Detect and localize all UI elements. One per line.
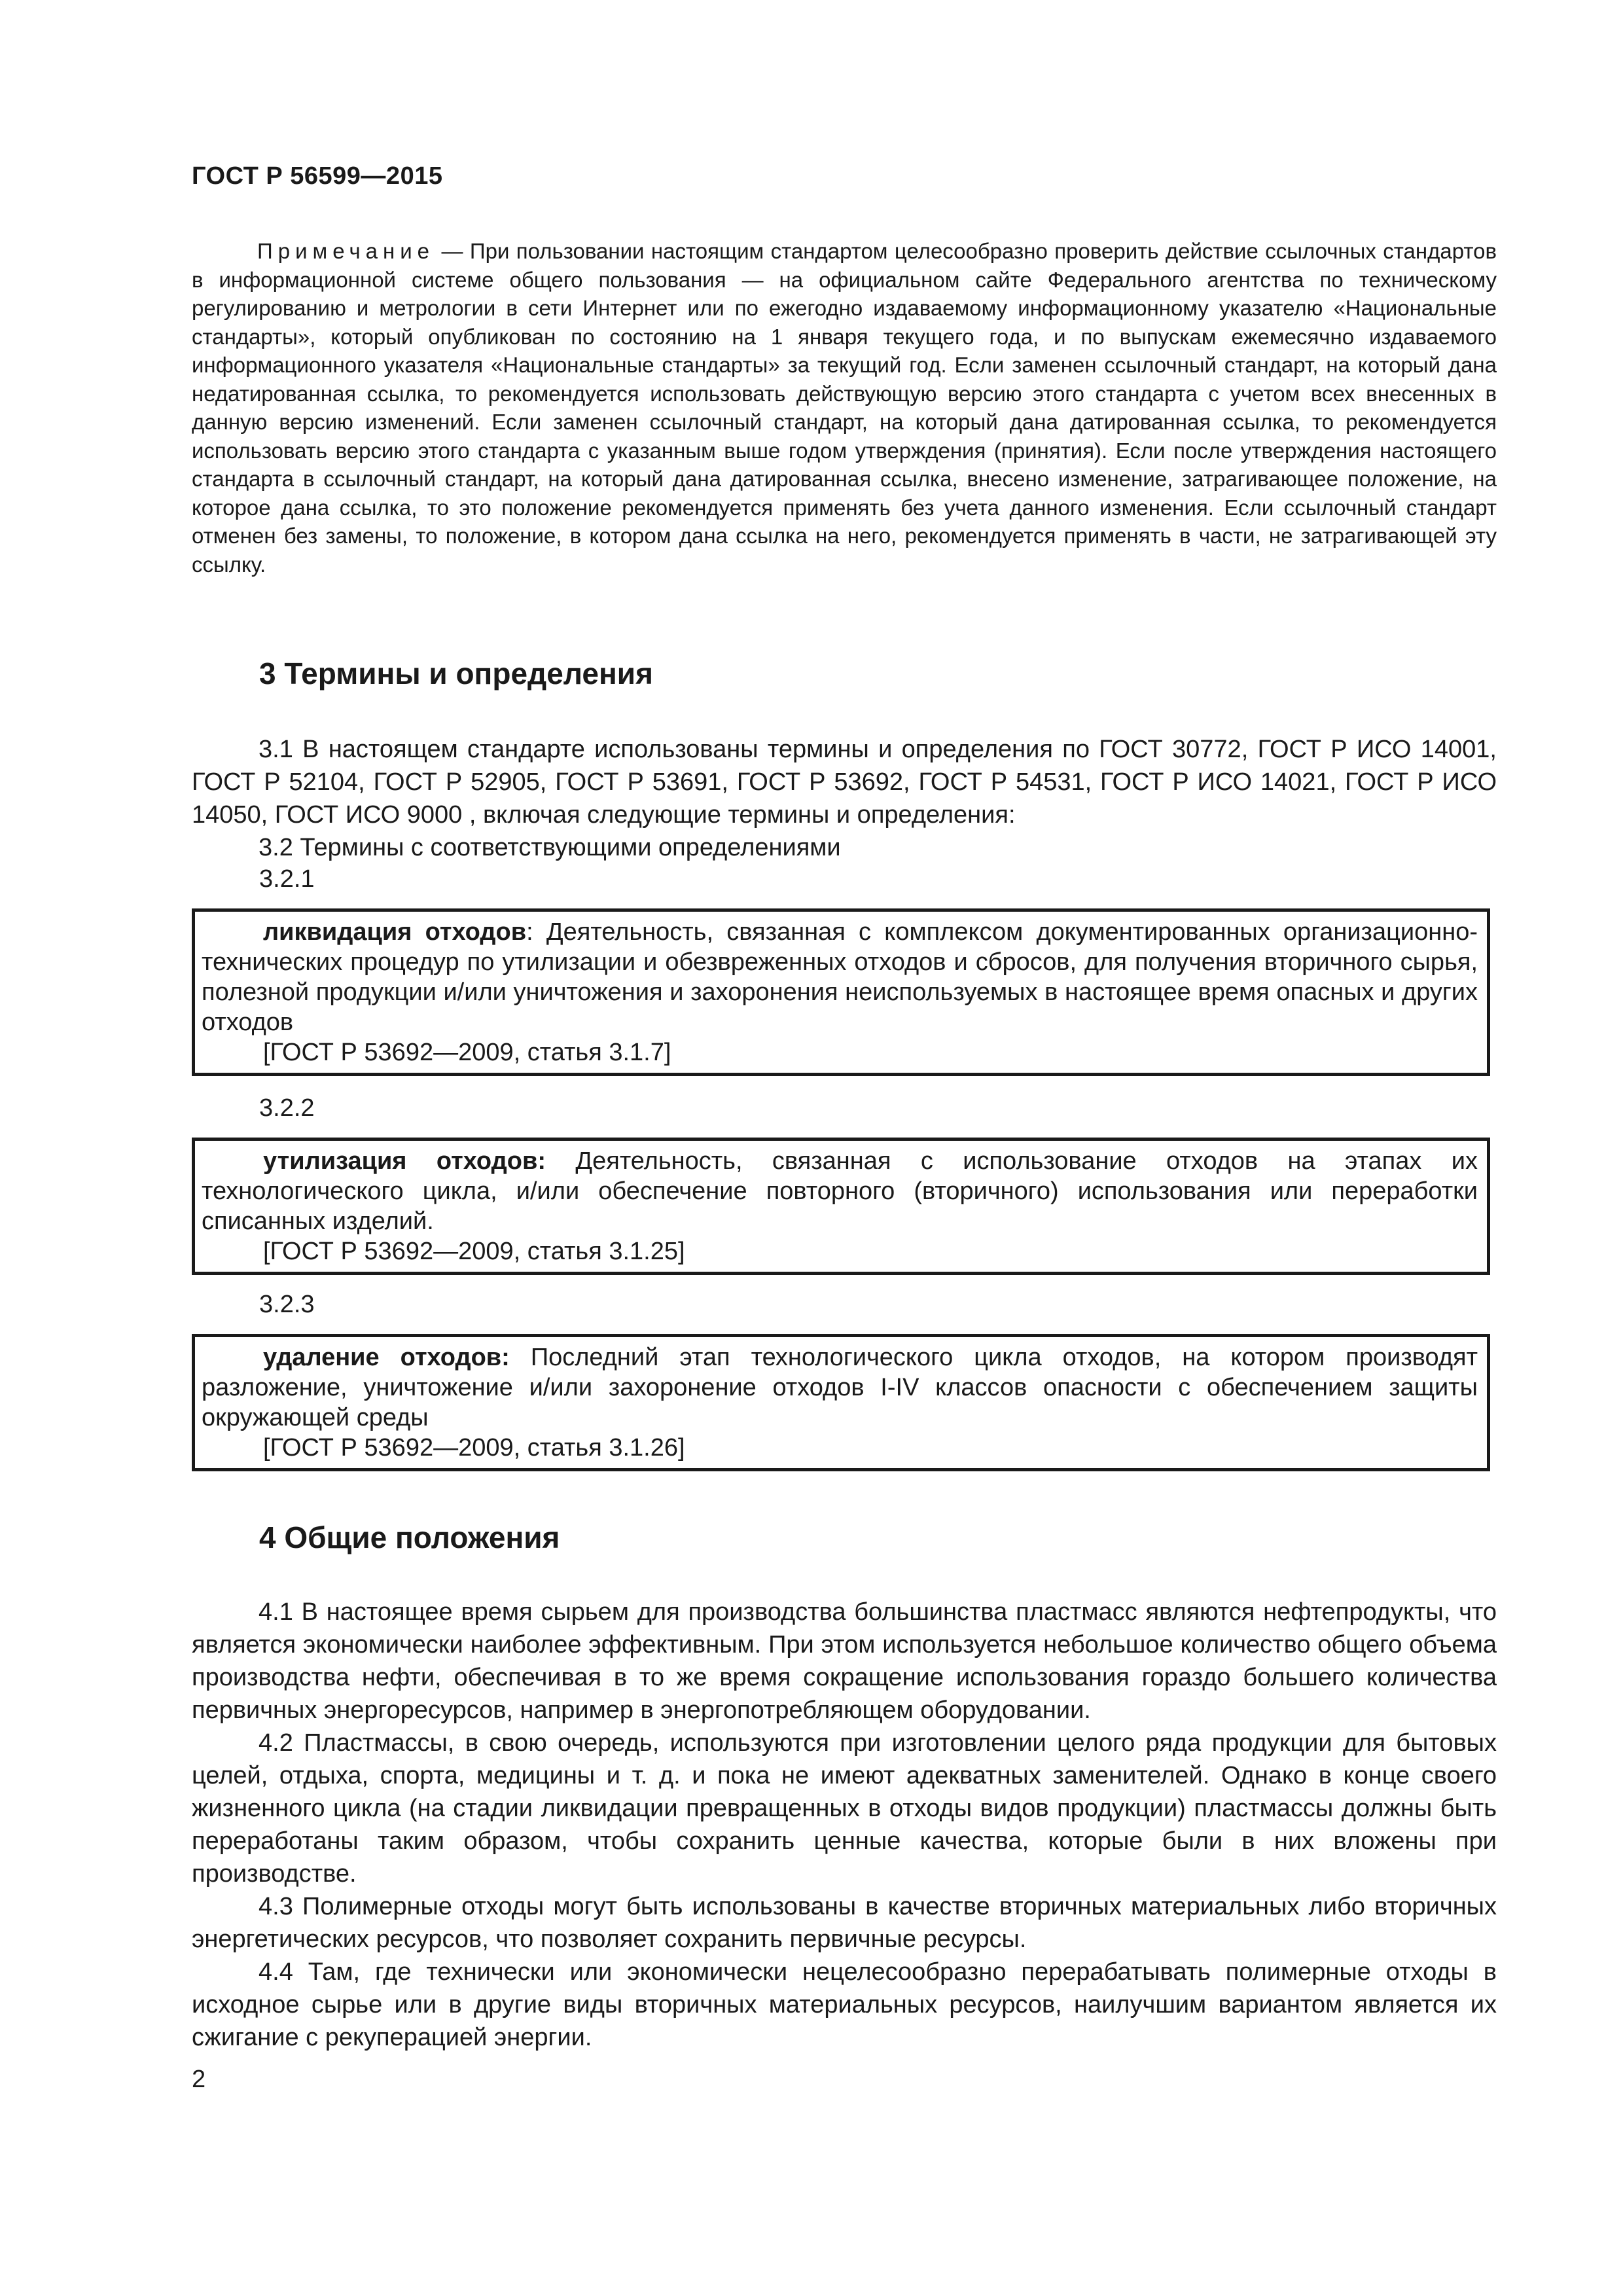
term-box-liquidation [192, 908, 1490, 1076]
term-number-3-2-1: 3.2.1 [259, 865, 315, 893]
term-definition-text: Деятельность, связанная с комплексом документированных организационно-технических процедур по утилизации и обезвреженных отходов и сбросов, для получения вторичного сырья, полезной продукции и/или уничтожения и захоронения неиспользуемых в настоящее время опасных и других отходов [202, 918, 1478, 1036]
term-definition-text: Деятельность, связанная с использование отходов на этапах их технологического цикла, и/или обеспечение повторного (вторичного) использования или переработки списанных изделий. [202, 1147, 1478, 1235]
term-name: утилизация отходов: [263, 1147, 546, 1175]
section-3-intro [192, 733, 1497, 864]
paragraph-3-1: 3.1 В настоящем стандарте использованы термины и определения по ГОСТ 30772, ГОСТ Р ИСО 14001, ГОСТ Р 52104, ГОСТ Р 52905, ГОСТ Р 53691, ГОСТ Р 53692, ГОСТ Р 54531, ГОСТ Р ИСО 14021, ГОСТ Р ИСО 14050, ГОСТ ИСО 9000 , включая следующие термины и определения: [192, 736, 1497, 829]
term-separator [510, 1344, 531, 1371]
paragraph-4-2: 4.2 Пластмассы, в свою очередь, используются при изготовлении целого ряда продукции для бытовых целей, отдыха, спорта, медицины и т. д. и пока не имеют адекватных заменителей. Однако в конце своего жизненного цикла (на стадии ликвидации превращенных в отходы видов продукции) пластмассы должны быть переработаны таким образом, чтобы сохранить ценные качества, которые были в них вложены при производстве. [192, 1729, 1497, 1888]
term-number-3-2-2: 3.2.2 [259, 1094, 315, 1122]
term-definition [202, 1342, 1478, 1433]
section-4-heading: 4 Общие положения [259, 1520, 560, 1554]
paragraph-4-3: 4.3 Полимерные отходы могут быть использованы в качестве вторичных материальных либо вторичных энергетических ресурсов, что позволяет сохранить первичные ресурсы. [192, 1893, 1497, 1953]
document-header-title: ГОСТ Р 56599—2015 [192, 162, 443, 190]
term-box-utilization [192, 1138, 1490, 1275]
paragraph-4-1: 4.1 В настоящее время сырьем для производства большинства пластмасс являются нефтепродукты, что является экономически наиболее эффективным. При этом используется небольшое количество общего объема производства нефти, обеспечивая в то же время сокращение использования гораздо большего количества первичных энергоресурсов, например в энергопотребляющем оборудовании. [192, 1598, 1497, 1724]
term-number-3-2-3: 3.2.3 [259, 1291, 315, 1318]
paragraph-4-4: 4.4 Там, где технически или экономически нецелесообразно перерабатывать полимерные отходы в исходное сырье или в другие виды вторичных материальных ресурсов, наилучшим вариантом является их сжигание с рекуперацией энергии. [192, 1958, 1497, 2051]
term-definition [202, 1146, 1478, 1236]
term-reference: [ГОСТ Р 53692—2009, статья 3.1.26] [263, 1434, 685, 1462]
note-paragraph [192, 237, 1497, 579]
page-number: 2 [192, 2066, 206, 2093]
term-name: удаление отходов: [263, 1344, 510, 1371]
reference-note [192, 237, 1497, 579]
term-definition-text: Последний этап технологического цикла отходов, на котором производят разложение, уничтожение и/или захоронение отходов I-IV классов опасности с обеспечением защиты окружающей среды [202, 1344, 1478, 1431]
term-name: ликвидация отходов [263, 918, 527, 946]
term-reference: [ГОСТ Р 53692—2009, статья 3.1.25] [263, 1238, 685, 1265]
paragraph-3-2: 3.2 Термины с соответствующими определениями [259, 834, 841, 861]
note-dash: — [435, 239, 470, 263]
term-separator [546, 1147, 575, 1175]
term-definition [202, 917, 1478, 1037]
term-reference: [ГОСТ Р 53692—2009, статья 3.1.7] [263, 1039, 671, 1066]
term-separator: : [526, 918, 546, 946]
note-text: При пользовании настоящим стандартом целесообразно проверить действие ссылочных стандартов в информационной системе общего пользования — на официальном сайте Федерального агентства по техническому регулированию и метрологии в сети Интернет или по ежегодно издаваемому информационному указателю «Национальные стандарты», который опубликован по состоянию на 1 января текущего года, и по выпускам ежемесячно издаваемого информационного указателя «Национальные стандарты» за текущий год. Если заменен ссылочный стандарт, на который дана недатированная ссылка, то рекомендуется использовать действующую версию этого стандарта с учетом всех внесенных в данную версию изменений. Если заменен ссылочный стандарт, на который дана датированная ссылка, то рекомендуется использовать версию этого стандарта с указанным выше годом утверждения (принятия). Если после утверждения настоящего стандарта в ссылочный стандарт, на который дана датированная ссылка, внесено изменение, затрагивающее положение, на которое дана ссылка, то это положение рекомендуется применять без учета данного изменения. Если ссылочный стандарт отменен без замены, то положение, в котором дана ссылка на него, рекомендуется применять в части, не затрагивающей эту ссылку. [192, 239, 1497, 577]
section-3-heading: 3 Термины и определения [259, 656, 653, 691]
note-label: Примечание [257, 239, 435, 263]
term-box-removal [192, 1334, 1490, 1471]
section-4-body [192, 1596, 1497, 2054]
